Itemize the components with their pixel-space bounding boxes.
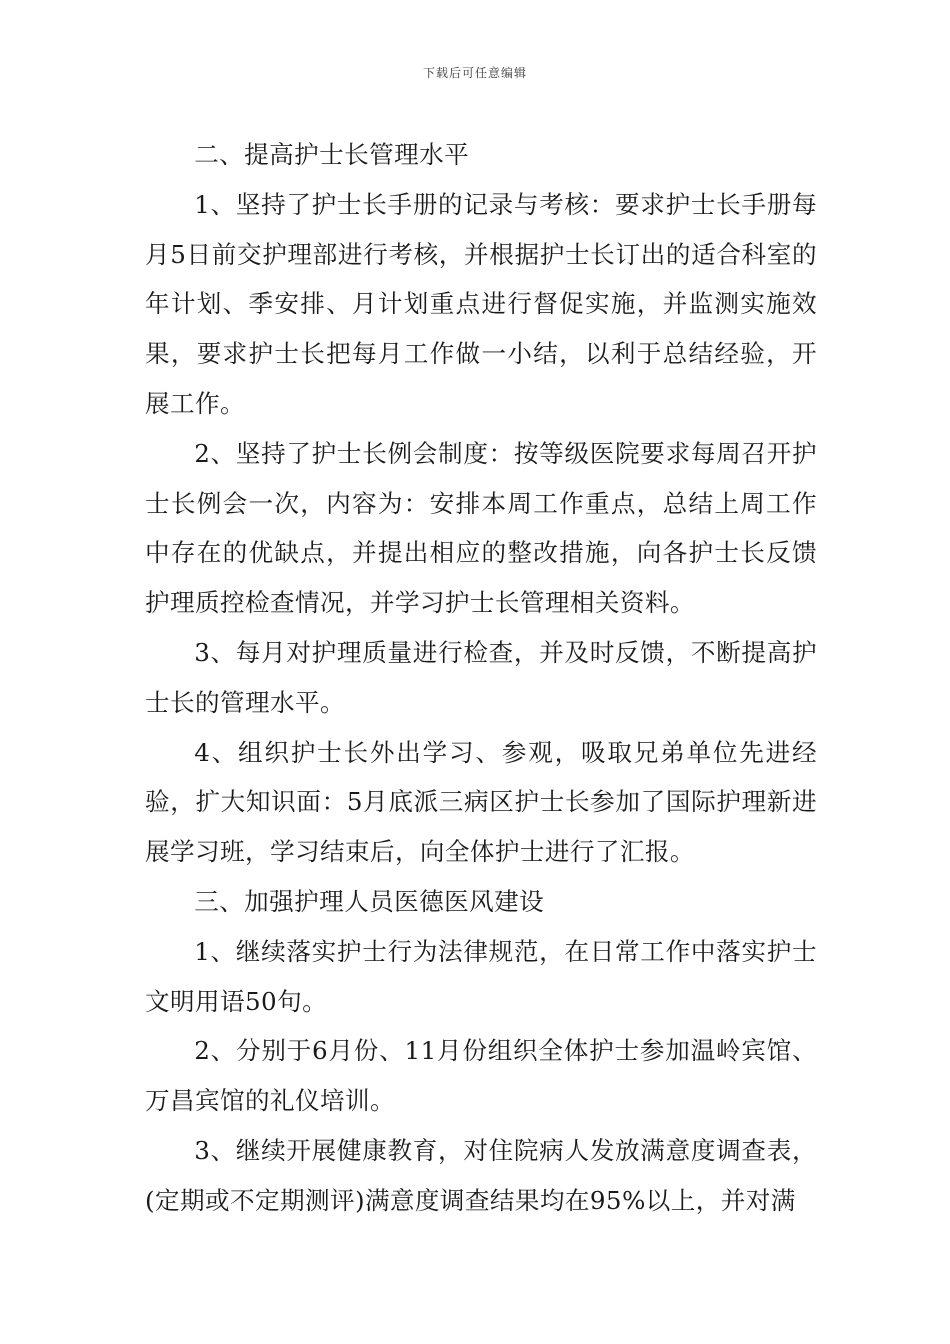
section-heading-2: 二、提高护士长管理水平 [194,140,470,169]
paragraph-3-2: 2、分别于6月份、11月份组织全体护士参加温岭宾馆、万昌宾馆的礼仪培训。 [145,1036,817,1116]
paragraph-2-4: 4、组织护士长外出学习、参观，吸取兄弟单位先进经验，扩大知识面：5月底派三病区护士长参加了国际护理新进展学习班，学习结束后，向全体护士进行了汇报。 [145,737,817,867]
paragraph-2-3: 3、每月对护理质量进行检查，并及时反馈，不断提高护士长的管理水平。 [145,637,817,717]
paragraph-2-2: 2、坚持了护士长例会制度：按等级医院要求每周召开护士长例会一次，内容为：安排本周工作重点，总结上周工作中存在的优缺点，并提出相应的整改措施，向各护士长反馈护理质控检查情况，并学习护士长管理相关资料。 [145,438,817,618]
page-header-note: 下载后可任意编辑 [422,66,527,80]
paragraph-3-1: 1、继续落实护士行为法律规范，在日常工作中落实护士文明用语50句。 [145,936,817,1016]
document-body [145,130,817,1226]
paragraph-3-3: 3、继续开展健康教育，对住院病人发放满意度调查表，(定期或不定期测评)满意度调查结果均在95%以上，并对满 [145,1135,817,1215]
paragraph-2-1: 1、坚持了护士长手册的记录与考核：要求护士长手册每月5日前交护理部进行考核，并根据护士长订出的适合科室的年计划、季安排、月计划重点进行督促实施，并监测实施效果，要求护士长把每月工作做一小结，以利于总结经验，开展工作。 [145,189,817,418]
section-heading-3: 三、加强护理人员医德医风建设 [194,886,545,916]
